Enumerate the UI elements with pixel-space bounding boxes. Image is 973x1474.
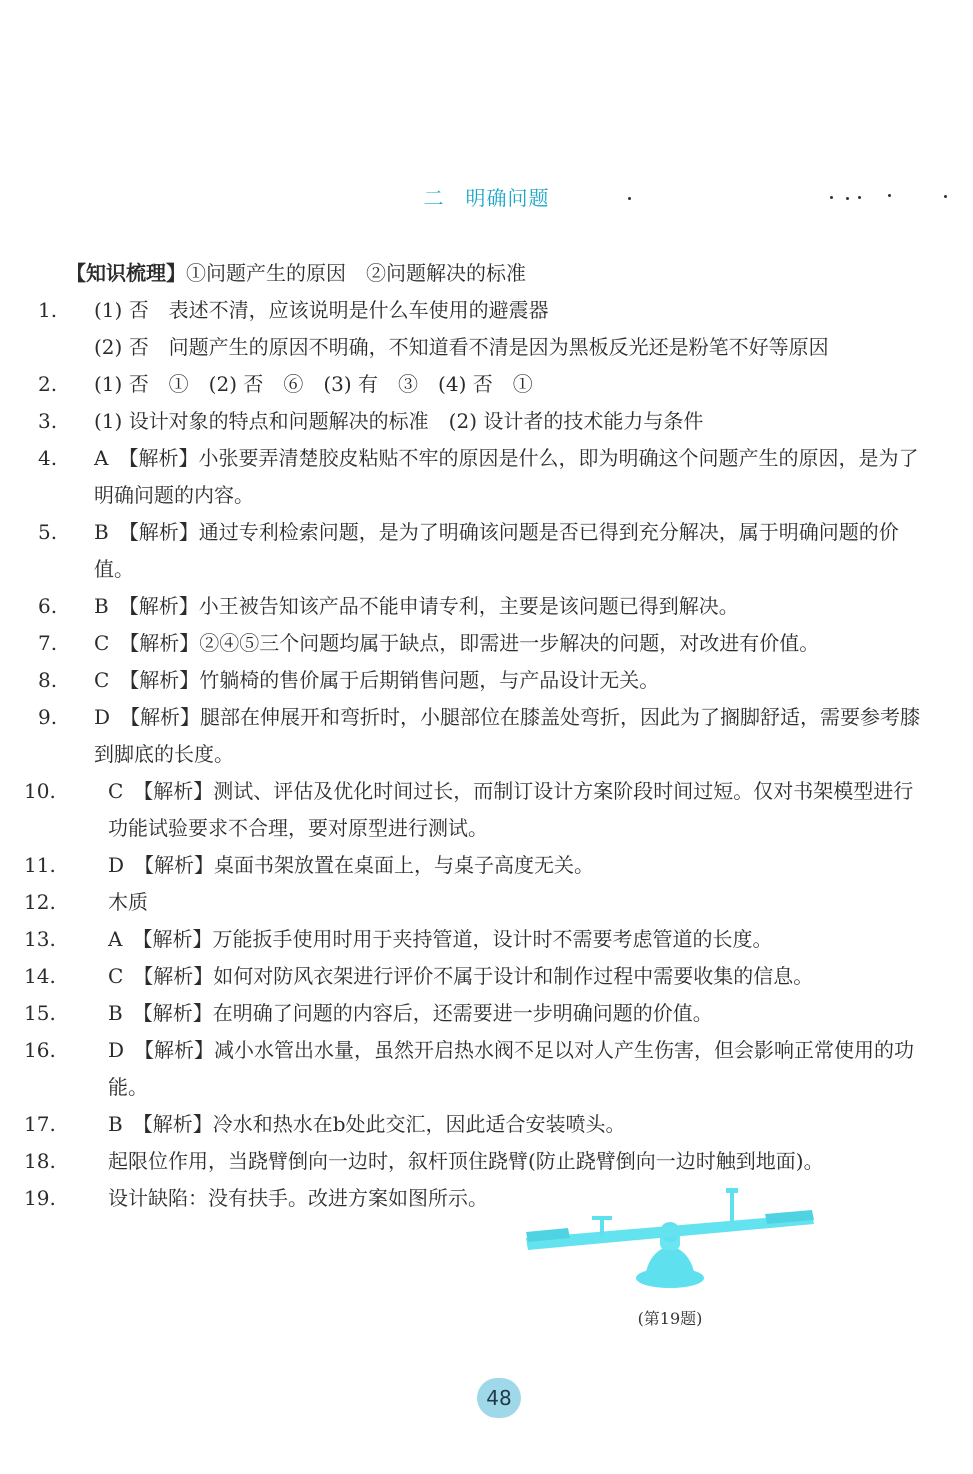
answer-item <box>24 1032 926 1106</box>
answer-item <box>66 329 926 366</box>
answer-item <box>38 699 926 773</box>
answer-item <box>38 662 926 699</box>
answer-number: 16. <box>24 1038 56 1062</box>
answer-number: 7. <box>38 631 58 655</box>
answer-number: 4. <box>38 446 58 470</box>
seesaw-figure <box>520 1180 820 1295</box>
answer-number: 6. <box>38 594 58 618</box>
page-number: 48 <box>477 1378 521 1418</box>
answer-text: 起限位作用，当跷臂倒向一边时，叙杆顶住跷臂(防止跷臂倒向一边时触到地面)。 <box>108 1149 824 1173</box>
answer-text: B 【解析】冷水和热水在b处此交汇，因此适合安装喷头。 <box>108 1112 626 1136</box>
answer-item <box>24 847 926 884</box>
answer-text: 木质 <box>108 890 148 914</box>
answer-text: B 【解析】小王被告知该产品不能申请专利，主要是该问题已得到解决。 <box>94 594 739 618</box>
answer-number: 17. <box>24 1112 56 1136</box>
answer-text: (1) 设计对象的特点和问题解决的标准 (2) 设计者的技术能力与条件 <box>94 409 704 433</box>
answer-item <box>24 921 926 958</box>
answer-text: C 【解析】如何对防风衣架进行评价不属于设计和制作过程中需要收集的信息。 <box>108 964 814 988</box>
scan-dots <box>620 192 960 202</box>
answer-number: 2. <box>38 372 58 396</box>
answer-number: 14. <box>24 964 56 988</box>
answer-text: A 【解析】万能扳手使用时用于夹持管道，设计时不需要考虑管道的长度。 <box>108 927 773 951</box>
answer-number: 12. <box>24 890 56 914</box>
answer-item <box>24 773 926 847</box>
answer-number: 10. <box>24 779 56 803</box>
answer-number: 5. <box>38 520 58 544</box>
answer-text: D 【解析】腿部在伸展开和弯折时，小腿部位在膝盖处弯折，因此为了搁脚舒适，需要参考膝到脚底的长度。 <box>94 705 921 766</box>
answer-text: 设计缺陷：没有扶手。改进方案如图所示。 <box>108 1186 488 1210</box>
answer-text: (1) 否 表述不清，应该说明是什么车使用的避震器 <box>94 298 549 322</box>
answer-item <box>24 884 926 921</box>
answer-number: 18. <box>24 1149 56 1173</box>
answer-text: B 【解析】通过专利检索问题，是为了明确该问题是否已得到充分解决，属于明确问题的价值。 <box>94 520 899 581</box>
answer-item <box>38 403 926 440</box>
answer-item <box>38 292 926 329</box>
answer-item <box>38 625 926 662</box>
knowledge-text: ①问题产生的原因 ②问题解决的标准 <box>186 261 526 285</box>
answer-item <box>38 366 926 403</box>
answer-item <box>38 440 926 514</box>
knowledge-line <box>66 255 926 292</box>
answer-number: 8. <box>38 668 58 692</box>
answer-list <box>24 255 926 1217</box>
answer-item <box>38 588 926 625</box>
answer-text: C 【解析】②④⑤三个问题均属于缺点，即需进一步解决的问题，对改进有价值。 <box>94 631 820 655</box>
answer-text: B 【解析】在明确了问题的内容后，还需要进一步明确问题的价值。 <box>108 1001 713 1025</box>
answer-text: A 【解析】小张要弄清楚胶皮粘贴不牢的原因是什么，即为明确这个问题产生的原因，是为了明确问题的内容。 <box>94 446 919 507</box>
answer-number: 19. <box>24 1186 56 1210</box>
answer-number: 1. <box>38 298 58 322</box>
answer-item <box>24 995 926 1032</box>
answer-item <box>24 1106 926 1143</box>
answer-number: 15. <box>24 1001 56 1025</box>
answer-item <box>38 514 926 588</box>
answer-text: C 【解析】测试、评估及优化时间过长，而制订设计方案阶段时间过短。仅对书架模型进行功能试验要求不合理，要对原型进行测试。 <box>108 779 914 840</box>
answer-number: 11. <box>24 853 56 877</box>
answer-number: 9. <box>38 705 58 729</box>
answer-number: 13. <box>24 927 56 951</box>
answer-item <box>24 1143 926 1180</box>
answer-item <box>24 958 926 995</box>
answer-text: C 【解析】竹躺椅的售价属于后期销售问题，与产品设计无关。 <box>94 668 660 692</box>
answer-text: D 【解析】减小水管出水量，虽然开启热水阀不足以对人产生伤害，但会影响正常使用的功能。 <box>108 1038 915 1099</box>
answer-text: (1) 否 ① (2) 否 ⑥ (3) 有 ③ (4) 否 ① <box>94 372 533 396</box>
answer-text: (2) 否 问题产生的原因不明确，不知道看不清是因为黑板反光还是粉笔不好等原因 <box>94 335 829 359</box>
answer-text: D 【解析】桌面书架放置在桌面上，与桌子高度无关。 <box>108 853 595 877</box>
figure-caption: (第19题) <box>637 1309 703 1328</box>
answer-number: 3. <box>38 409 58 433</box>
section-title: 二 明确问题 <box>423 186 550 210</box>
knowledge-label: 【知识梳理】 <box>66 261 186 285</box>
